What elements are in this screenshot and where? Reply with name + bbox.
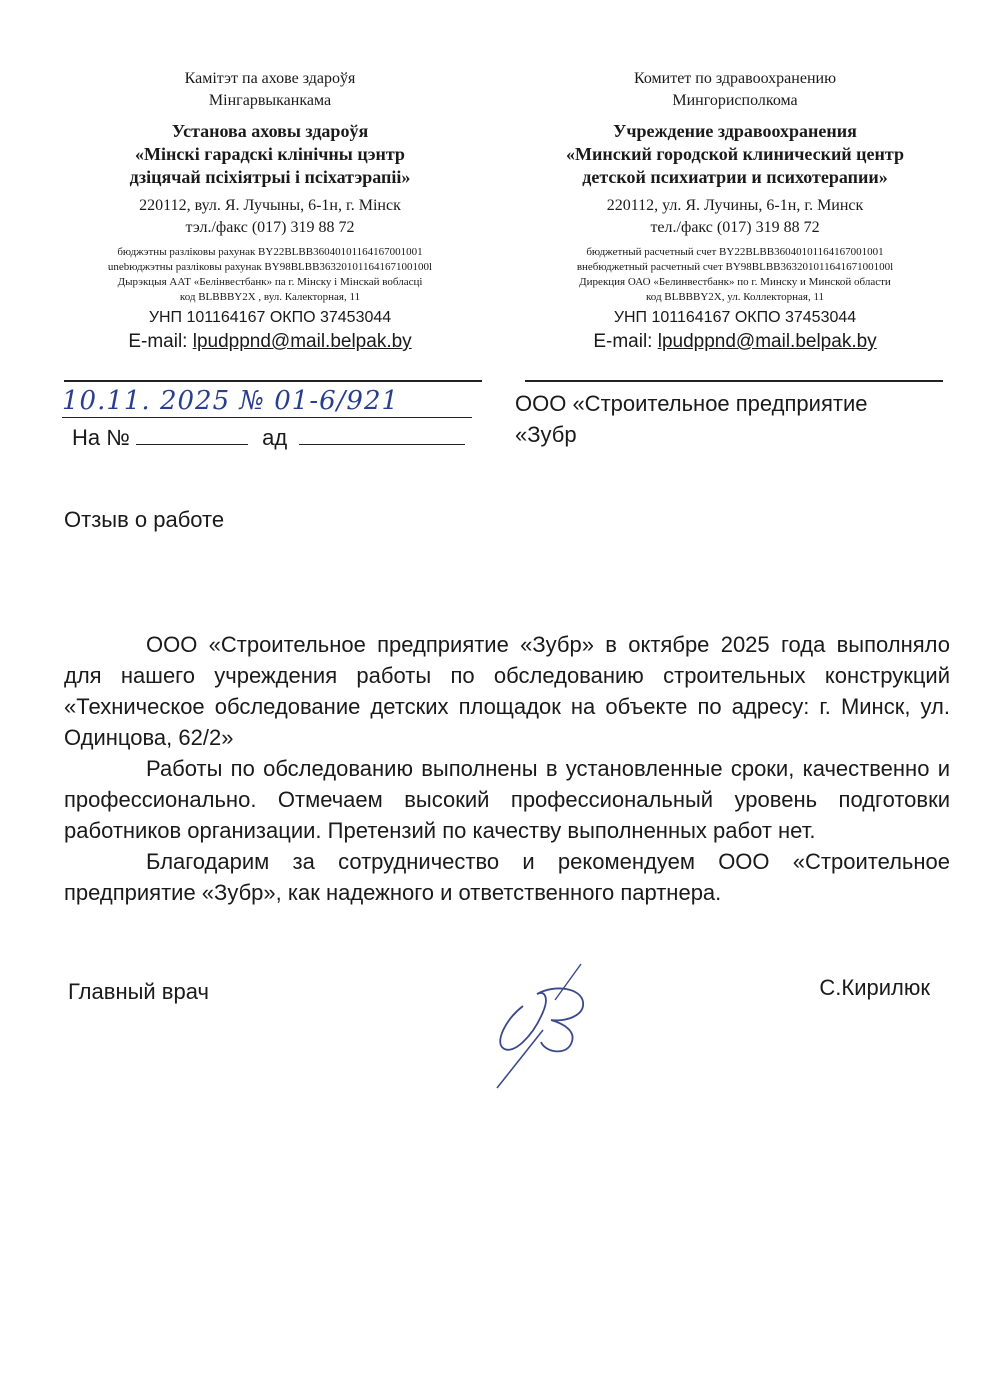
body-paragraph-3: Благодарим за сотрудничество и рекомендуем ООО «Строительное предприятие «Зубр», как надежного и ответственного партнера.	[64, 849, 950, 905]
reference-number-row	[72, 424, 472, 452]
document-subject: Отзыв о работе	[64, 507, 225, 532]
ad-label: ад	[262, 425, 288, 450]
signer-name: С.Кирилюк	[819, 975, 930, 1000]
recipient	[515, 388, 935, 450]
recipient-line1: ООО «Строительное предприятие	[515, 391, 868, 416]
na-number-blank	[136, 424, 248, 445]
address-ru: 220112, ул. Я. Лучины, 6-1н, г. Минск тел./факс (017) 319 88 72	[606, 197, 864, 236]
email-link-ru[interactable]: lpudppnd@mail.belpak.by	[657, 331, 877, 352]
outgoing-number	[62, 384, 472, 418]
header-left	[60, 68, 480, 354]
na-label: На №	[72, 425, 130, 450]
body-paragraph-1: ООО «Строительное предприятие «Зубр» в октябре 2025 года выполняло для нашего учреждения работы по обследованию строительных конструкций «Техническое обследование детских площадок на объекте по адресу: г. Минск, ул. Одинцова, 62/2»	[64, 632, 950, 750]
email-be: E-mail: lpudppnd@mail.belpak.by	[128, 331, 412, 352]
ministry-name-be: Камітэт па ахове здароўя	[184, 70, 356, 87]
body-paragraph-2: Работы по обследованию выполнены в установленные сроки, качественно и профессионально. Отмечаем высокий профессиональный уровень подготовки работников организации. Претензий по качеству выполненных работ нет.	[64, 756, 950, 843]
header-divider-right	[525, 380, 943, 382]
ministry-sub-ru: Мингорисполкома	[672, 92, 798, 109]
org-name-be: Установа аховы здароўя «Мінскі гарадскі клінічны цэнтр дзіцячай псіхіятрыі і псіхатэрапіі»	[129, 121, 411, 187]
signer-position: Главный врач	[68, 979, 209, 1004]
org-name-ru: Учреждение здравоохранения «Минский городской клинический центр детской психиатрии и психотерапии»	[565, 121, 904, 187]
ad-date-blank	[299, 424, 465, 445]
handwritten-signature	[485, 960, 605, 1100]
email-link-be[interactable]: lpudppnd@mail.belpak.by	[192, 331, 412, 352]
bank-details-be: бюджэтны разліковы рахунак BY22BLBB36040101164167001001 unebюджэтны разліковы рахунак BY98BLBB36320101164167100100l Дырэкцыя ААТ «Белінвестбанк» па г. Мінску і Мінскай вобласці код BLBBBY2X , вул. Калекторная, 11	[107, 246, 433, 303]
registration-ids-ru: УНП 101164167 ОКПО 37453044	[613, 309, 857, 326]
letter-body	[64, 629, 950, 908]
ministry-sub-be: Мінгарвыканкама	[208, 92, 332, 109]
ministry-name-ru: Комитет по здравоохранению	[633, 70, 837, 87]
address-be: 220112, вул. Я. Лучыны, 6-1н, г. Мінск тэл./факс (017) 319 88 72	[139, 197, 401, 236]
email-ru: E-mail: lpudppnd@mail.belpak.by	[593, 331, 877, 352]
recipient-line2: «Зубр	[515, 422, 577, 447]
bank-details-ru: бюджетный расчетный счет BY22BLBB36040101164167001001 внебюджетный расчетный счет BY98BLBB36320101164167100100l Дирекция ОАО «Белинвестбанк» по г. Минску и Минской области код BLBBBY2X, ул. Коллекторная, 11	[576, 246, 894, 303]
header-divider-left	[64, 380, 482, 382]
handwritten-date-number: 10.11. 2025 № 01-6/921	[62, 386, 400, 416]
outgoing-number-line	[62, 417, 472, 418]
registration-ids-be: УНП 101164167 ОКПО 37453044	[148, 309, 392, 326]
header-right	[520, 68, 950, 354]
